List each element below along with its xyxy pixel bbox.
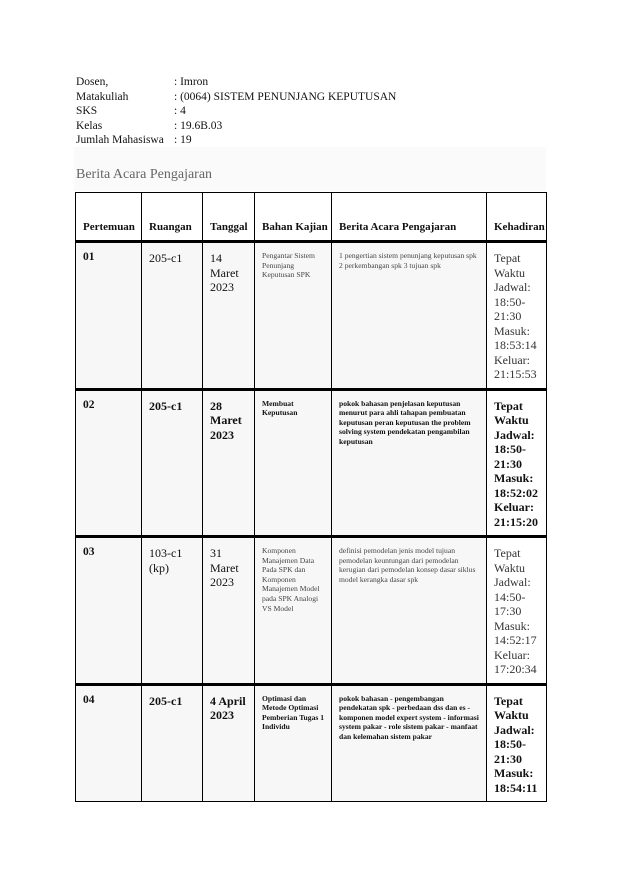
- berita-acara-cell: 1 pengertian sistem penunjang keputusan spk 2 perkembangan spk 3 tujuan spk: [339, 251, 477, 270]
- kehadiran-cell: Tepat Waktu Jadwal: 14:50-17:30 Masuk: 14:52:17 Keluar: 17:20:34: [494, 546, 537, 676]
- column-header-pertemuan: Pertemuan: [76, 193, 142, 242]
- column-header-ruangan: Ruangan: [142, 193, 203, 242]
- kehadiran-cell: Tepat Waktu Jadwal: 18:50-21:30 Masuk: 18:54:11: [494, 693, 538, 795]
- ruangan-cell: 103-c1 (kp): [149, 546, 183, 575]
- pertemuan-cell: 03: [83, 546, 95, 558]
- info-row-sks: [76, 104, 546, 119]
- bahan-kajian-cell: Membuat Keputusan: [262, 398, 298, 418]
- table-row: [76, 390, 547, 536]
- course-info: [76, 75, 546, 148]
- table-header-row: [76, 193, 547, 242]
- column-header-bahan-kajian: Bahan Kajian: [255, 193, 332, 242]
- berita-acara-cell: pokok bahasan penjelasan keputusan menurut para ahli tahapan pembuatan keputusan peran keputusan the problem solving system pendekatan pengambilan keputusan: [339, 398, 471, 446]
- berita-acara-cell: pokok bahasan - pengembangan pendekatan spk - perbedaan dss dan es - komponen model expert system - informasi system pakar - role sistem pakar - manfaat dan kelemahan sistem pakar: [339, 693, 479, 741]
- info-label: SKS: [76, 105, 98, 117]
- kehadiran-cell: Tepat Waktu Jadwal: 18:50-21:30 Masuk: 18:52:02 Keluar: 21:15:20: [494, 398, 538, 529]
- info-value: : (0064) SISTEM PENUNJANG KEPUTUSAN: [174, 90, 397, 103]
- pertemuan-cell: 04: [83, 693, 95, 706]
- section-header: [74, 147, 546, 191]
- info-label: Jumlah Mahasiswa: [76, 134, 164, 146]
- column-header-kehadiran: Kehadiran: [487, 193, 547, 242]
- info-value: : 19.6B.03: [174, 119, 223, 132]
- attendance-table: [75, 192, 547, 802]
- table-row: [76, 685, 547, 802]
- pertemuan-cell: 02: [83, 398, 95, 411]
- tanggal-cell: 28 Maret 2023: [210, 398, 242, 442]
- tanggal-cell: 14 Maret 2023: [210, 251, 239, 294]
- info-row-matakuliah: [76, 90, 546, 105]
- info-value: : 4: [174, 105, 186, 117]
- column-header-berita-acara: Berita Acara Pengajaran: [332, 193, 487, 242]
- info-label: Dosen,: [76, 76, 109, 88]
- info-label: Kelas: [76, 119, 103, 132]
- info-row-dosen: [76, 75, 546, 90]
- table-row: [76, 243, 547, 389]
- info-value: : 19: [174, 134, 192, 146]
- bahan-kajian-cell: Komponen Manajemen Data Pada SPK dan Komponen Manajemen Model pada SPK Analogi VS Model: [262, 546, 320, 613]
- pertemuan-cell: 01: [83, 251, 95, 263]
- info-value: : Imron: [174, 76, 209, 88]
- bahan-kajian-cell: Optimasi dan Metode Optimasi Pemberian Tugas 1 Individu: [262, 693, 325, 732]
- ruangan-cell: 205-c1: [149, 693, 183, 708]
- bahan-kajian-cell: Pengantar Sistem Penunjang Keputusan SPK: [262, 251, 315, 280]
- info-row-jumlah-mahasiswa: [76, 133, 546, 148]
- ruangan-cell: 205-c1: [149, 398, 183, 413]
- info-label: Matakuliah: [76, 90, 129, 103]
- tanggal-cell: 31 Maret 2023: [210, 546, 239, 589]
- column-header-tanggal: Tanggal: [203, 193, 255, 242]
- tanggal-cell: 4 April 2023: [210, 693, 246, 722]
- section-title: Berita Acara Pengajaran: [76, 167, 213, 182]
- ruangan-cell: 205-c1: [149, 251, 183, 265]
- kehadiran-cell: Tepat Waktu Jadwal: 18:50-21:30 Masuk: 18:53:14 Keluar: 21:15:53: [494, 251, 537, 381]
- table-row: [76, 538, 547, 684]
- info-row-kelas: [76, 119, 546, 134]
- berita-acara-cell: definisi pemodelan jenis model tujuan pemodelan keuntungan dari pemodelan kerugian dari pemodelan konsep dasar siklus model kerangka dasar spk: [339, 546, 476, 584]
